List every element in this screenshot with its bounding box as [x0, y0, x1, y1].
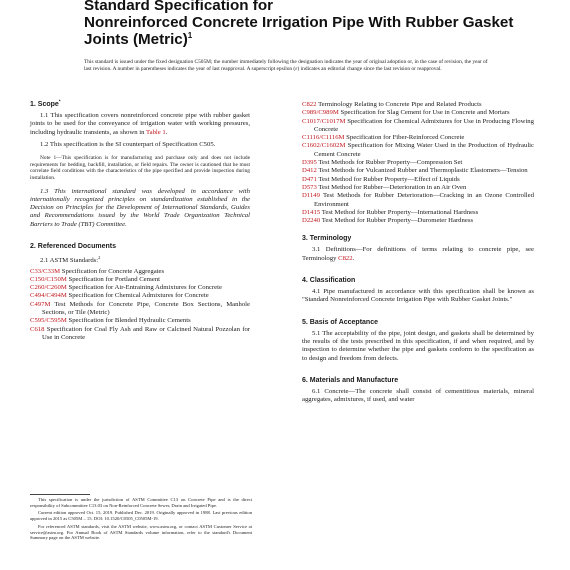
- reference-link[interactable]: D395: [302, 159, 317, 167]
- reference-link[interactable]: C150/C150M: [30, 275, 67, 283]
- footnote-1: This specification is under the jurisdiction of ASTM Committee C13 on Concrete Pipe and is the direct responsibility of Subcommittee C13.03 on Non-Reinforced Concrete Sewer, Drain and Irrigated Pipe.: [30, 497, 252, 508]
- reference-item: C1017/C1017M Specification for Chemical Admixtures for Use in Producing Flowing Concrete: [302, 117, 534, 133]
- reference-link[interactable]: D1415: [302, 208, 321, 216]
- reference-item: D395 Test Methods for Rubber Property—Compression Set: [302, 159, 463, 167]
- terminology-heading: 3. Terminology: [302, 235, 352, 243]
- reference-item: D412 Test Methods for Vulcanized Rubber and Thermoplastic Elastomers—Tension: [302, 167, 528, 175]
- right-column: [302, 101, 534, 408]
- astm-standards-subheading: 2.1 ASTM Standards:$^2$: [40, 255, 101, 265]
- reference-link[interactable]: C822: [302, 101, 317, 108]
- reference-item: C618 Specification for Coal Fly Ash and Raw or Calcined Natural Pozzolan for Use in Concrete: [30, 325, 251, 341]
- footnotes: [30, 497, 252, 543]
- title-line-1: Standard Specification for: [84, 0, 274, 14]
- left-column: [30, 100, 250, 342]
- reference-item: D1415 Test Method for Rubber Property—International Hardness: [302, 208, 479, 216]
- c822-link[interactable]: C822: [338, 254, 353, 262]
- reference-link[interactable]: C595/C595M: [30, 317, 67, 325]
- classification-heading: 4. Classification: [302, 277, 356, 285]
- reference-item: C260/C260M Specification for Air-Entraining Admixtures for Concrete: [30, 284, 222, 292]
- reference-item: C1116/C1116M Specification for Fiber-Reinforced Concrete: [302, 134, 465, 142]
- scope-paragraph-1: 1.1 This specification covers nonreinforced concrete pipe with rubber gasket joints to be used for the conveyance of irrigation water with working pressures, including hydraulic transients, as shown in Table 1.: [30, 112, 250, 136]
- reference-link[interactable]: D2240: [302, 217, 321, 225]
- scope-note-1: Note 1—This specification is for manufacturing and purchase only and does not include requirements for bedding, backfill, installation, or field repairs. The owner is cautioned that he must correlate field conditions with the characteristics of the pipe specified and provide inspection during installation.: [30, 155, 250, 181]
- scope-paragraph-2: 1.2 This specification is the SI counterpart of Specification C505.: [40, 140, 216, 148]
- title-line-3: Joints (Metric): [84, 31, 188, 48]
- reference-item: C33/C33M Specification for Concrete Aggregates: [30, 267, 165, 275]
- reference-link[interactable]: C494/C494M: [30, 292, 67, 300]
- reference-link[interactable]: D471: [302, 175, 317, 183]
- title-footnote-mark: 1: [187, 30, 193, 40]
- reference-link[interactable]: C260/C260M: [30, 284, 67, 292]
- reference-link[interactable]: C33/C33M: [30, 267, 61, 275]
- materials-heading: 6. Materials and Manufacture: [302, 376, 399, 384]
- reference-item: D471 Test Method for Rubber Property—Effect of Liquids: [302, 175, 460, 183]
- reference-link[interactable]: C618: [30, 325, 45, 333]
- reference-link[interactable]: C1602/C1602M: [302, 142, 346, 150]
- reference-link[interactable]: D412: [302, 167, 317, 175]
- referenced-documents-heading: 2. Referenced Documents: [30, 243, 116, 251]
- reference-link[interactable]: D573: [302, 183, 317, 191]
- table-1-link[interactable]: Table 1: [145, 128, 166, 136]
- reference-link[interactable]: D1149: [302, 192, 320, 200]
- classification-paragraph: 4.1 Pipe manufactured in accordance with this specification shall be known as "Standard Nonreinforced Concrete Irrigation Pipe with Rubber Gasket Joints.": [302, 288, 534, 304]
- acceptance-paragraph: 5.1 The acceptability of the pipe, joint design, and gaskets shall be determined by the results of the tests prescribed in this specification, if and when required, and by inspection to determine whether the pipe and gaskets conform to the specification as to design and freedom from defects.: [302, 329, 534, 362]
- footnote-divider: [30, 494, 90, 495]
- reference-link[interactable]: C989/C989M: [302, 109, 339, 117]
- reference-item: C989/C989M Specification for Slag Cement for Use in Concrete and Mortars: [302, 109, 510, 117]
- reference-item: C494/C494M Specification for Chemical Admixtures for Concrete: [30, 292, 209, 300]
- document-title: [84, 0, 524, 48]
- reference-link[interactable]: C1116/C1116M: [302, 134, 345, 142]
- materials-paragraph: 6.1 Concrete—The concrete shall consist of cementitious materials, mineral aggregates, admixtures, if used, and water: [302, 387, 534, 404]
- reference-link[interactable]: C497M: [30, 300, 51, 308]
- acceptance-heading: 5. Basis of Acceptance: [302, 318, 378, 326]
- scope-paragraph-3: 1.3 This international standard was developed in accordance with internationally recognized principles on standardization established in the Decision on Principles for the Development of International Standards, Guides and Recommendations issued by the World Trade Organization Technical Barriers to Trade (TBT) Committee.: [30, 187, 250, 228]
- scope-heading: 1. Scope*: [30, 98, 61, 108]
- footnote-2: For referenced ASTM standards, visit the ASTM website, www.astm.org, or contact ASTM Customer Service at service@astm.org. For Annual Book of ASTM Standards volume information, refer to the standard's Document Summary page on the ASTM website.: [30, 523, 252, 541]
- footnote-1-edition: Current edition approved Oct. 15, 2019. Published Dec. 2019. Originally approved in 1988. Last previous edition approved in 2015 as C505M – 15. DOI: 10.1520/C0505_C0505M-19.: [30, 510, 252, 522]
- reference-item: C497M Test Methods for Concrete Pipe, Concrete Box Sections, Manhole Sections, or Tile (Metric): [30, 300, 250, 317]
- reference-item: C822 Terminology Relating to Concrete Pipe and Related Products: [302, 101, 482, 108]
- title-line-2: Nonreinforced Concrete Irrigation Pipe With Rubber Gasket: [84, 14, 514, 31]
- reference-item: D1149 Test Methods for Rubber Deterioration—Cracking in an Ozone Controlled Environment: [302, 192, 534, 208]
- reference-link[interactable]: C1017/C1017M: [302, 117, 346, 125]
- terminology-paragraph: 3.1 Definitions—For definitions of terms relating to concrete pipe, see Terminology C822.: [302, 246, 534, 262]
- reference-item: D2240 Test Method for Rubber Property—Durometer Hardness: [302, 217, 474, 225]
- standard-designation-note: This standard is issued under the fixed designation C505M; the number immediately following the designation indicates the year of original adoption or, in the case of revision, the year of last revision. A number in parentheses indicates the year of last reapproval. A superscript epsilon (ε) indicates an editorial change since the last revision or reapproval.: [84, 59, 488, 72]
- reference-item: C1602/C1602M Specification for Mixing Water Used in the Production of Hydraulic Cement Concrete: [302, 142, 535, 158]
- reference-item: C595/C595M Specification for Blended Hydraulic Cements: [30, 317, 191, 325]
- reference-item: D573 Test Method for Rubber—Deterioration in an Air Oven: [302, 183, 467, 191]
- reference-item: C150/C150M Specification for Portland Cement: [30, 275, 161, 283]
